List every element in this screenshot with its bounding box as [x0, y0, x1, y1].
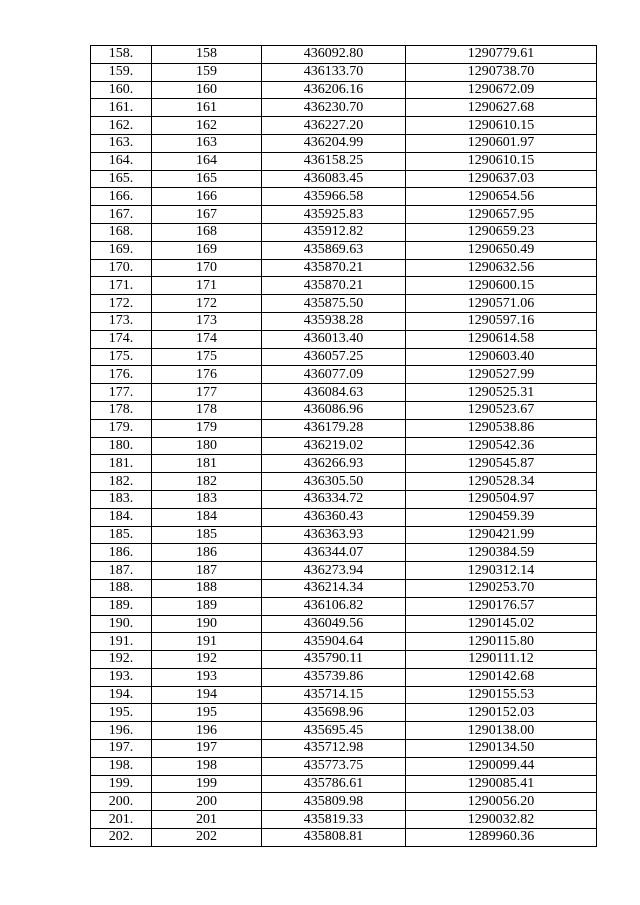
coordinate-x-cell: 436334.72	[262, 490, 406, 508]
table-row	[91, 686, 597, 704]
coordinate-x-cell: 435712.98	[262, 740, 406, 758]
row-index-cell: 164.	[91, 152, 152, 170]
table-row	[91, 259, 597, 277]
coordinate-x-cell: 436013.40	[262, 330, 406, 348]
point-number-cell: 192	[152, 651, 262, 669]
row-index-cell: 162.	[91, 117, 152, 135]
table-row	[91, 117, 597, 135]
point-number-cell: 172	[152, 295, 262, 313]
row-index-cell: 179.	[91, 419, 152, 437]
point-number-cell: 175	[152, 348, 262, 366]
point-number-cell: 164	[152, 152, 262, 170]
coordinate-y-cell: 1290610.15	[406, 152, 597, 170]
coordinate-y-cell: 1290654.56	[406, 188, 597, 206]
table-row	[91, 46, 597, 64]
row-index-cell: 190.	[91, 615, 152, 633]
coordinate-y-cell: 1290134.50	[406, 740, 597, 758]
table-row	[91, 473, 597, 491]
point-number-cell: 178	[152, 401, 262, 419]
row-index-cell: 168.	[91, 223, 152, 241]
coordinate-x-cell: 435869.63	[262, 241, 406, 259]
coordinate-y-cell: 1290637.03	[406, 170, 597, 188]
coordinate-x-cell: 435808.81	[262, 829, 406, 847]
table-row	[91, 455, 597, 473]
point-number-cell: 176	[152, 366, 262, 384]
point-number-cell: 195	[152, 704, 262, 722]
table-row	[91, 401, 597, 419]
table-row	[91, 704, 597, 722]
row-index-cell: 178.	[91, 401, 152, 419]
coordinate-x-cell: 435870.21	[262, 277, 406, 295]
row-index-cell: 176.	[91, 366, 152, 384]
point-number-cell: 162	[152, 117, 262, 135]
point-number-cell: 161	[152, 99, 262, 117]
point-number-cell: 193	[152, 668, 262, 686]
row-index-cell: 199.	[91, 775, 152, 793]
point-number-cell: 188	[152, 579, 262, 597]
point-number-cell: 177	[152, 384, 262, 402]
coordinate-x-cell: 436206.16	[262, 81, 406, 99]
table-row	[91, 437, 597, 455]
coordinate-y-cell: 1290542.36	[406, 437, 597, 455]
coordinate-y-cell: 1290099.44	[406, 757, 597, 775]
coordinate-x-cell: 436230.70	[262, 99, 406, 117]
point-number-cell: 160	[152, 81, 262, 99]
table-row	[91, 615, 597, 633]
coordinate-y-cell: 1290614.58	[406, 330, 597, 348]
point-number-cell: 167	[152, 206, 262, 224]
coordinate-x-cell: 436179.28	[262, 419, 406, 437]
point-number-cell: 174	[152, 330, 262, 348]
point-number-cell: 187	[152, 562, 262, 580]
row-index-cell: 202.	[91, 829, 152, 847]
coordinate-x-cell: 436344.07	[262, 544, 406, 562]
table-row	[91, 419, 597, 437]
coordinate-y-cell: 1290384.59	[406, 544, 597, 562]
coordinate-x-cell: 435714.15	[262, 686, 406, 704]
coordinate-y-cell: 1290610.15	[406, 117, 597, 135]
coordinate-y-cell: 1290145.02	[406, 615, 597, 633]
coordinate-x-cell: 436106.82	[262, 597, 406, 615]
coordinate-x-cell: 435790.11	[262, 651, 406, 669]
row-index-cell: 183.	[91, 490, 152, 508]
row-index-cell: 159.	[91, 63, 152, 81]
table-row	[91, 490, 597, 508]
point-number-cell: 183	[152, 490, 262, 508]
table-row	[91, 793, 597, 811]
coordinate-y-cell: 1290176.57	[406, 597, 597, 615]
coordinate-x-cell: 435925.83	[262, 206, 406, 224]
row-index-cell: 200.	[91, 793, 152, 811]
table-row	[91, 508, 597, 526]
coordinate-y-cell: 1290032.82	[406, 811, 597, 829]
coordinate-y-cell: 1290571.06	[406, 295, 597, 313]
table-row	[91, 366, 597, 384]
coordinates-table-body	[91, 46, 597, 847]
coordinate-y-cell: 1290597.16	[406, 312, 597, 330]
coordinate-x-cell: 435870.21	[262, 259, 406, 277]
table-row	[91, 188, 597, 206]
coordinate-y-cell: 1290421.99	[406, 526, 597, 544]
point-number-cell: 182	[152, 473, 262, 491]
coordinate-y-cell: 1290672.09	[406, 81, 597, 99]
row-index-cell: 160.	[91, 81, 152, 99]
coordinate-y-cell: 1290525.31	[406, 384, 597, 402]
point-number-cell: 173	[152, 312, 262, 330]
table-row	[91, 775, 597, 793]
row-index-cell: 201.	[91, 811, 152, 829]
table-row	[91, 99, 597, 117]
row-index-cell: 172.	[91, 295, 152, 313]
coordinate-x-cell: 436273.94	[262, 562, 406, 580]
coordinate-y-cell: 1290253.70	[406, 579, 597, 597]
coordinate-y-cell: 1290459.39	[406, 508, 597, 526]
coordinate-x-cell: 436158.25	[262, 152, 406, 170]
coordinate-x-cell: 436057.25	[262, 348, 406, 366]
coordinate-x-cell: 435809.98	[262, 793, 406, 811]
row-index-cell: 161.	[91, 99, 152, 117]
coordinate-x-cell: 436133.70	[262, 63, 406, 81]
coordinate-x-cell: 436219.02	[262, 437, 406, 455]
row-index-cell: 196.	[91, 722, 152, 740]
row-index-cell: 182.	[91, 473, 152, 491]
point-number-cell: 159	[152, 63, 262, 81]
coordinate-y-cell: 1290142.68	[406, 668, 597, 686]
coordinate-x-cell: 435904.64	[262, 633, 406, 651]
row-index-cell: 169.	[91, 241, 152, 259]
point-number-cell: 165	[152, 170, 262, 188]
coordinate-x-cell: 435819.33	[262, 811, 406, 829]
table-row	[91, 384, 597, 402]
coordinate-x-cell: 435773.75	[262, 757, 406, 775]
table-row	[91, 348, 597, 366]
table-row	[91, 562, 597, 580]
row-index-cell: 170.	[91, 259, 152, 277]
point-number-cell: 169	[152, 241, 262, 259]
point-number-cell: 189	[152, 597, 262, 615]
table-row	[91, 757, 597, 775]
row-index-cell: 195.	[91, 704, 152, 722]
point-number-cell: 191	[152, 633, 262, 651]
row-index-cell: 174.	[91, 330, 152, 348]
coordinate-y-cell: 1290545.87	[406, 455, 597, 473]
row-index-cell: 158.	[91, 46, 152, 64]
point-number-cell: 194	[152, 686, 262, 704]
table-row	[91, 63, 597, 81]
point-number-cell: 179	[152, 419, 262, 437]
coordinate-x-cell: 436049.56	[262, 615, 406, 633]
table-row	[91, 152, 597, 170]
row-index-cell: 197.	[91, 740, 152, 758]
row-index-cell: 167.	[91, 206, 152, 224]
row-index-cell: 192.	[91, 651, 152, 669]
coordinate-x-cell: 435966.58	[262, 188, 406, 206]
coordinate-y-cell: 1290659.23	[406, 223, 597, 241]
coordinate-y-cell: 1290312.14	[406, 562, 597, 580]
coordinate-y-cell: 1290603.40	[406, 348, 597, 366]
coordinate-y-cell: 1290111.12	[406, 651, 597, 669]
table-row	[91, 668, 597, 686]
coordinate-y-cell: 1290138.00	[406, 722, 597, 740]
point-number-cell: 168	[152, 223, 262, 241]
point-number-cell: 202	[152, 829, 262, 847]
row-index-cell: 171.	[91, 277, 152, 295]
coordinate-x-cell: 436204.99	[262, 134, 406, 152]
coordinate-y-cell: 1290657.95	[406, 206, 597, 224]
row-index-cell: 165.	[91, 170, 152, 188]
row-index-cell: 194.	[91, 686, 152, 704]
row-index-cell: 175.	[91, 348, 152, 366]
coordinate-x-cell: 436360.43	[262, 508, 406, 526]
coordinate-x-cell: 436214.34	[262, 579, 406, 597]
table-row	[91, 206, 597, 224]
point-number-cell: 184	[152, 508, 262, 526]
point-number-cell: 185	[152, 526, 262, 544]
table-row	[91, 633, 597, 651]
coordinate-x-cell: 435912.82	[262, 223, 406, 241]
coordinate-y-cell: 1290527.99	[406, 366, 597, 384]
point-number-cell: 181	[152, 455, 262, 473]
row-index-cell: 198.	[91, 757, 152, 775]
row-index-cell: 185.	[91, 526, 152, 544]
row-index-cell: 184.	[91, 508, 152, 526]
table-row	[91, 722, 597, 740]
point-number-cell: 198	[152, 757, 262, 775]
row-index-cell: 166.	[91, 188, 152, 206]
coordinate-y-cell: 1290085.41	[406, 775, 597, 793]
point-number-cell: 170	[152, 259, 262, 277]
table-row	[91, 295, 597, 313]
coordinate-x-cell: 436084.63	[262, 384, 406, 402]
point-number-cell: 190	[152, 615, 262, 633]
row-index-cell: 187.	[91, 562, 152, 580]
table-row	[91, 740, 597, 758]
table-row	[91, 241, 597, 259]
table-row	[91, 170, 597, 188]
point-number-cell: 196	[152, 722, 262, 740]
table-row	[91, 223, 597, 241]
table-row	[91, 312, 597, 330]
coordinate-y-cell: 1290650.49	[406, 241, 597, 259]
coordinate-x-cell: 436092.80	[262, 46, 406, 64]
coordinate-x-cell: 435786.61	[262, 775, 406, 793]
row-index-cell: 173.	[91, 312, 152, 330]
point-number-cell: 200	[152, 793, 262, 811]
row-index-cell: 181.	[91, 455, 152, 473]
point-number-cell: 201	[152, 811, 262, 829]
coordinate-x-cell: 436227.20	[262, 117, 406, 135]
coordinate-y-cell: 1289960.36	[406, 829, 597, 847]
coordinate-x-cell: 436363.93	[262, 526, 406, 544]
coordinate-y-cell: 1290601.97	[406, 134, 597, 152]
table-row	[91, 330, 597, 348]
coordinate-x-cell: 436086.96	[262, 401, 406, 419]
row-index-cell: 193.	[91, 668, 152, 686]
table-row	[91, 811, 597, 829]
table-row	[91, 526, 597, 544]
table-row	[91, 277, 597, 295]
coordinate-y-cell: 1290627.68	[406, 99, 597, 117]
coordinate-y-cell: 1290155.53	[406, 686, 597, 704]
point-number-cell: 199	[152, 775, 262, 793]
point-number-cell: 163	[152, 134, 262, 152]
coordinate-y-cell: 1290115.80	[406, 633, 597, 651]
coordinate-x-cell: 436083.45	[262, 170, 406, 188]
coordinate-y-cell: 1290523.67	[406, 401, 597, 419]
coordinate-y-cell: 1290779.61	[406, 46, 597, 64]
coordinate-x-cell: 435875.50	[262, 295, 406, 313]
point-number-cell: 171	[152, 277, 262, 295]
row-index-cell: 191.	[91, 633, 152, 651]
row-index-cell: 163.	[91, 134, 152, 152]
coordinates-table	[90, 45, 597, 847]
coordinate-x-cell: 435695.45	[262, 722, 406, 740]
point-number-cell: 197	[152, 740, 262, 758]
table-row	[91, 579, 597, 597]
row-index-cell: 186.	[91, 544, 152, 562]
row-index-cell: 189.	[91, 597, 152, 615]
coordinate-y-cell: 1290632.56	[406, 259, 597, 277]
coordinate-x-cell: 435739.86	[262, 668, 406, 686]
row-index-cell: 177.	[91, 384, 152, 402]
coordinate-y-cell: 1290538.86	[406, 419, 597, 437]
coordinate-x-cell: 436077.09	[262, 366, 406, 384]
table-row	[91, 597, 597, 615]
coordinate-x-cell: 435938.28	[262, 312, 406, 330]
coordinate-y-cell: 1290056.20	[406, 793, 597, 811]
coordinate-x-cell: 436266.93	[262, 455, 406, 473]
point-number-cell: 186	[152, 544, 262, 562]
table-row	[91, 544, 597, 562]
table-row	[91, 134, 597, 152]
point-number-cell: 158	[152, 46, 262, 64]
coordinate-y-cell: 1290504.97	[406, 490, 597, 508]
point-number-cell: 180	[152, 437, 262, 455]
point-number-cell: 166	[152, 188, 262, 206]
table-row	[91, 81, 597, 99]
table-row	[91, 829, 597, 847]
table-row	[91, 651, 597, 669]
row-index-cell: 188.	[91, 579, 152, 597]
row-index-cell: 180.	[91, 437, 152, 455]
coordinate-y-cell: 1290528.34	[406, 473, 597, 491]
coordinate-y-cell: 1290152.03	[406, 704, 597, 722]
coordinate-y-cell: 1290738.70	[406, 63, 597, 81]
coordinate-y-cell: 1290600.15	[406, 277, 597, 295]
coordinate-x-cell: 435698.96	[262, 704, 406, 722]
coordinate-x-cell: 436305.50	[262, 473, 406, 491]
